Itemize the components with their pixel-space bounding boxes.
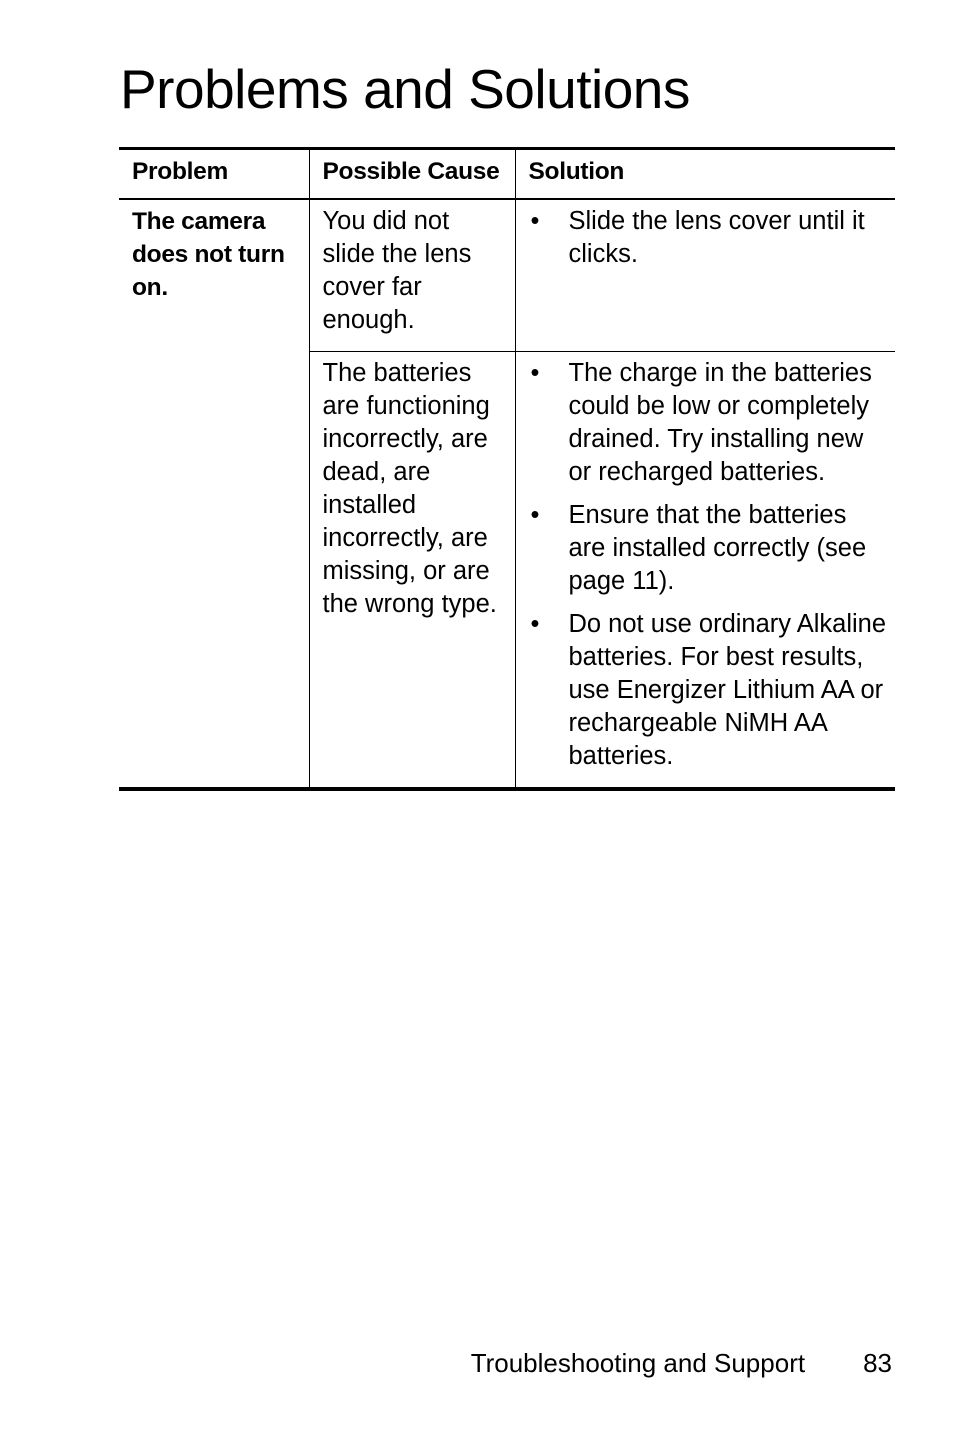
solution-list xyxy=(529,205,888,271)
solution-item xyxy=(529,205,888,271)
solution-item xyxy=(529,499,888,598)
bullet-icon: • xyxy=(530,207,540,235)
cause-cell: You did not slide the lens cover far enough. xyxy=(309,199,515,352)
header-possible-cause: Possible Cause xyxy=(309,149,515,200)
page-footer xyxy=(471,1348,892,1379)
solution-item xyxy=(529,357,888,489)
solution-cell xyxy=(515,352,895,790)
page-title: Problems and Solutions xyxy=(120,58,690,120)
cause-cell: The batteries are functioning incorrectly, are dead, are installed incorrectly, are missing, or are the wrong type. xyxy=(309,352,515,790)
solution-text: Do not use ordinary Alkaline batteries. For best results, use Energizer Lithium AA or rechargeable NiMH AA batteries. xyxy=(568,610,887,770)
solution-text: The charge in the batteries could be low or completely drained. Try installing new or recharged batteries. xyxy=(568,359,872,486)
solution-cell xyxy=(515,199,895,352)
solution-item xyxy=(529,608,888,773)
problems-solutions-table xyxy=(119,147,895,791)
solution-text: Ensure that the batteries are installed correctly (see page 11). xyxy=(568,501,867,595)
footer-section-title: Troubleshooting and Support xyxy=(470,1348,806,1378)
bullet-icon: • xyxy=(530,501,540,529)
header-solution: Solution xyxy=(515,149,895,200)
bullet-icon: • xyxy=(530,610,540,638)
table-row xyxy=(119,199,895,352)
solution-list xyxy=(529,357,888,773)
bullet-icon: • xyxy=(530,359,540,387)
problem-cell: The camera does not turn on. xyxy=(132,208,285,301)
header-problem: Problem xyxy=(132,158,228,185)
page-number: 83 xyxy=(863,1348,892,1378)
solution-text: Slide the lens cover until it clicks. xyxy=(568,207,865,268)
table-header-row xyxy=(119,149,895,200)
